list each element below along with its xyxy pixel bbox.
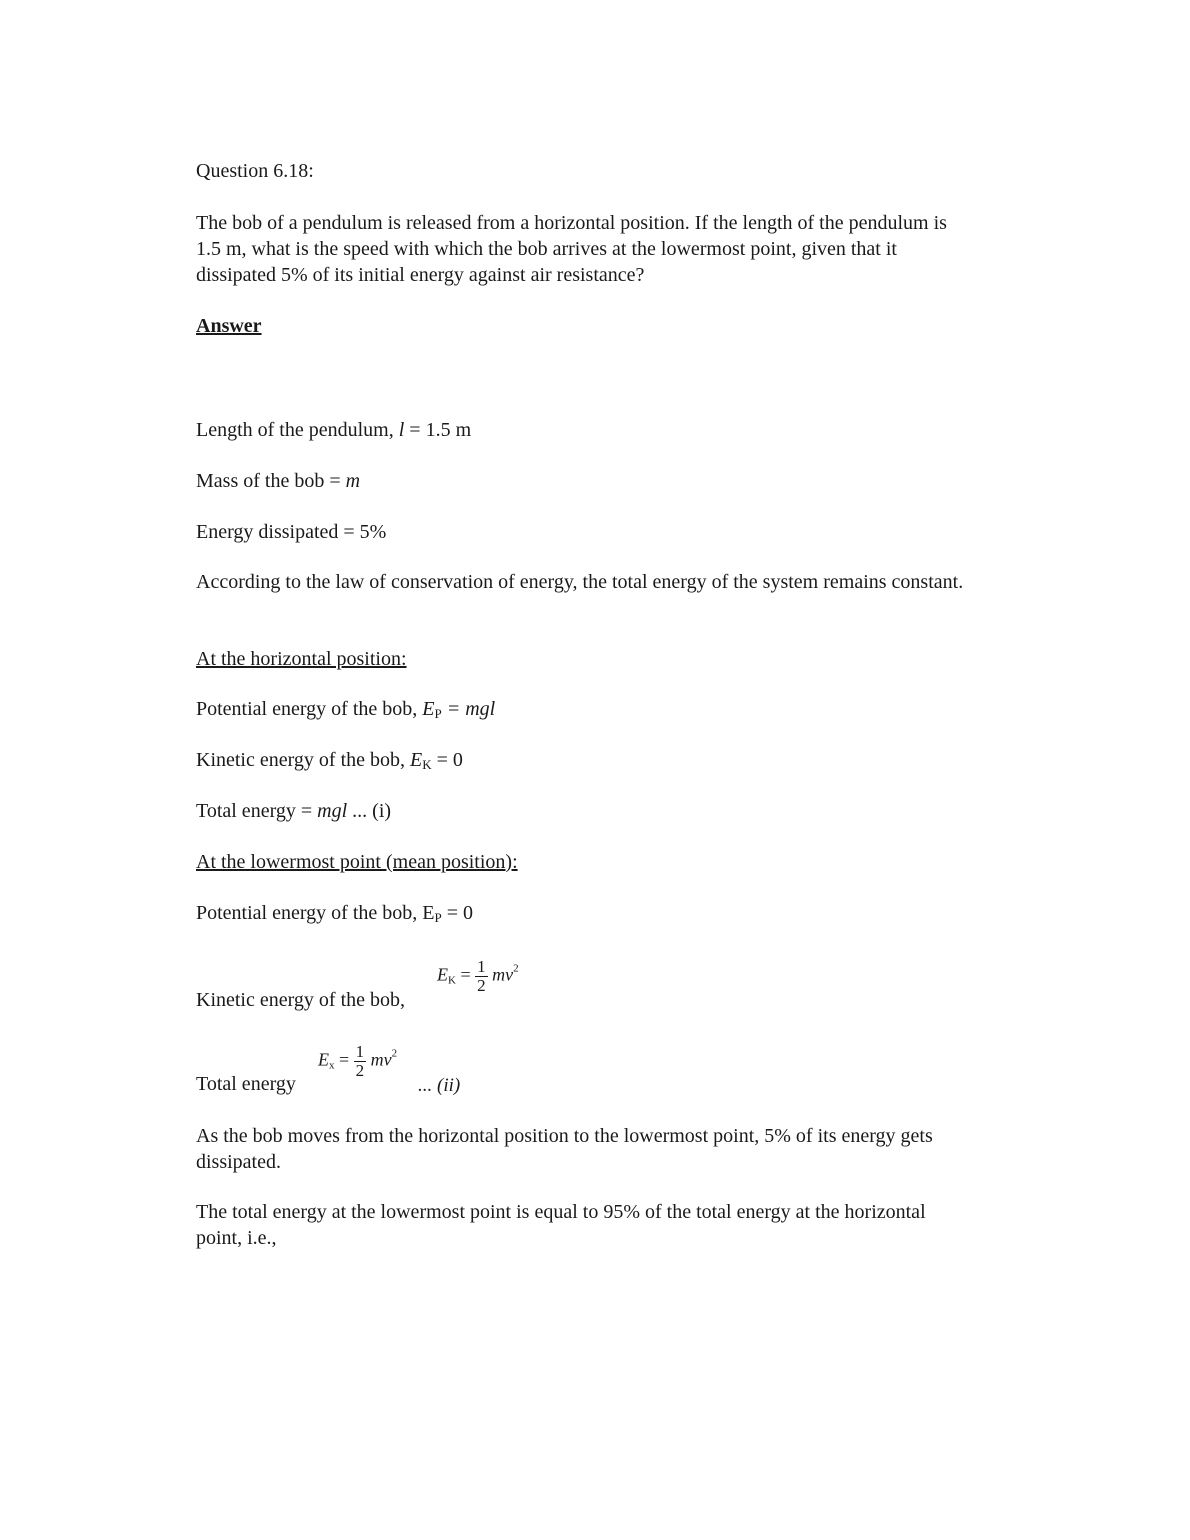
total2-ref: ... (ii) [418, 1075, 461, 1096]
ke-line: Kinetic energy of the bob, $E_K = 0$ [196, 749, 463, 772]
lowermost-heading: At the lowermost point (mean position): [196, 851, 518, 873]
total2-equation: $E_x$ = $\frac{1}{2}$ $mv^2$ [318, 1042, 398, 1080]
horizontal-heading: At the horizontal position: [196, 648, 407, 670]
total-line: Total energy = mgl ... (i) [196, 800, 392, 822]
ke2-label: Kinetic energy of the bob, [196, 989, 406, 1011]
pe2-line: Potential energy of the bob, $E_P = 0$ [196, 902, 473, 925]
final-text: The total energy at the lowermost point is equal to 95% of the total energy at the horizontal point, i.e., [196, 1201, 926, 1249]
question-text: The bob of a pendulum is released from a horizontal position. If the length of the pendulum is 1.5 m, what is the speed with which the bob arrives at the lowermost point, given that it dissipated 5% of its initial energy against air resistance? [196, 212, 947, 286]
answer-heading: Answer [196, 315, 262, 337]
pe-line: Potential energy of the bob, $E_P$ = mgl [196, 698, 496, 721]
question-title: Question 6.18: [196, 160, 314, 182]
total2-label: Total energy [196, 1073, 296, 1095]
ke2-fraction: $\frac{1}{2}$ [477, 957, 486, 995]
length-line: Length of the pendulum, l = 1.5 m [196, 419, 472, 441]
conservation-text: According to the law of conservation of energy, the total energy of the system remains constant. [196, 571, 964, 593]
dissipation-text: As the bob moves from the horizontal position to the lowermost point, 5% of its energy gets dissipated. [196, 1125, 933, 1173]
ke2-equation: $E_K$ = $\frac{1}{2}$ $mv^2$ [437, 957, 519, 995]
total2-fraction: $\frac{1}{2}$ [355, 1042, 365, 1080]
dissipated-line: Energy dissipated = 5% [196, 521, 387, 543]
mass-line: Mass of the bob = m [196, 470, 361, 492]
